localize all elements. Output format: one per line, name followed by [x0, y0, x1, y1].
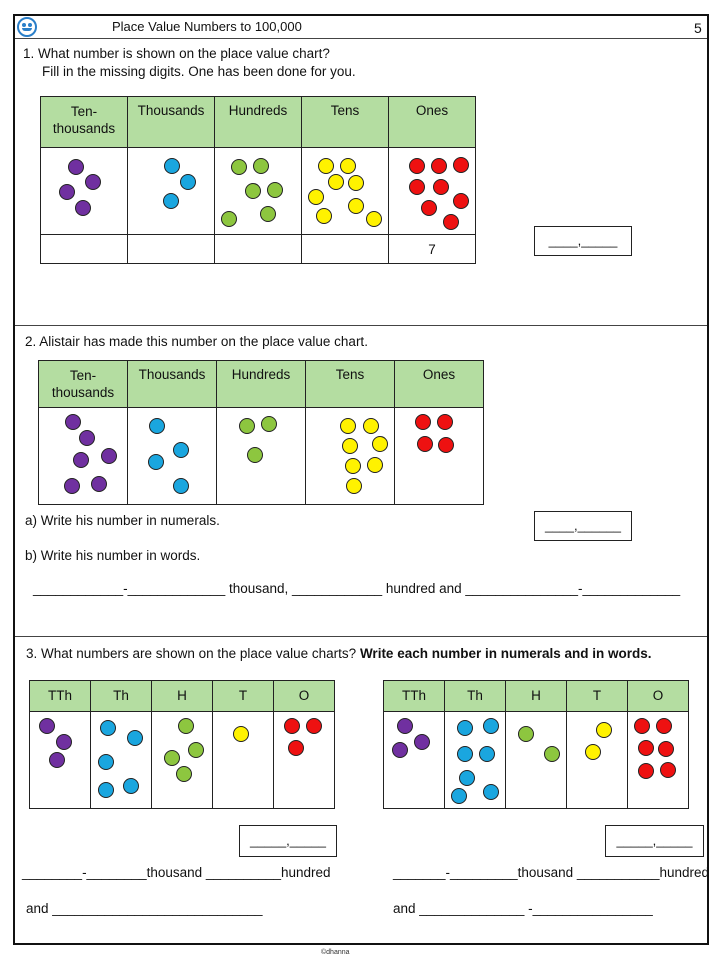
counter — [176, 766, 192, 782]
counter — [173, 478, 189, 494]
counter — [656, 718, 672, 734]
counter — [585, 744, 601, 760]
counter — [178, 718, 194, 734]
q2-place-value-chart — [38, 360, 484, 505]
q1-digit-ones: 7 — [389, 235, 476, 264]
q1-col-hundreds: Hundreds — [215, 97, 302, 148]
counter — [148, 454, 164, 470]
counter — [85, 174, 101, 190]
counter — [59, 184, 75, 200]
counter — [267, 182, 283, 198]
counter — [409, 158, 425, 174]
counter — [328, 174, 344, 190]
counter — [544, 746, 560, 762]
counter — [188, 742, 204, 758]
q2-col-ones: Ones — [395, 361, 484, 408]
copyright-footer: ©dhanna — [321, 949, 350, 956]
counter — [348, 198, 364, 214]
counter — [149, 418, 165, 434]
q3r-col-tth: TTh — [384, 681, 445, 712]
counter — [346, 478, 362, 494]
q3-chart-right — [383, 680, 689, 809]
q2-prompt: 2. Alistair has made this number on the place value chart. — [25, 334, 368, 349]
counter — [65, 414, 81, 430]
counter — [414, 734, 430, 750]
counter — [415, 414, 431, 430]
q1-col-ten-thousands: Ten- thousands — [41, 97, 128, 148]
counter — [253, 158, 269, 174]
smiley-icon — [17, 17, 37, 37]
counter — [73, 452, 89, 468]
counter — [173, 442, 189, 458]
section-divider-2 — [15, 636, 707, 637]
counter — [316, 208, 332, 224]
q2-col-hundreds: Hundreds — [217, 361, 306, 408]
counter — [638, 740, 654, 756]
counter — [457, 720, 473, 736]
q1-prompt: 1. What number is shown on the place value chart? — [23, 46, 330, 61]
counter — [49, 752, 65, 768]
counter — [409, 179, 425, 195]
counter — [284, 718, 300, 734]
q3l-col-tth: TTh — [30, 681, 91, 712]
counter — [231, 159, 247, 175]
counter — [221, 211, 237, 227]
counter — [39, 718, 55, 734]
q3l-col-h: H — [152, 681, 213, 712]
counter — [453, 157, 469, 173]
q3l-col-o: O — [274, 681, 335, 712]
counter — [247, 447, 263, 463]
q3r-col-t: T — [567, 681, 628, 712]
counter — [98, 782, 114, 798]
q2-col-ten-thousands: Ten- thousands — [39, 361, 128, 408]
counter — [56, 734, 72, 750]
counter — [340, 158, 356, 174]
q3r-col-th: Th — [445, 681, 506, 712]
counter — [100, 720, 116, 736]
counter — [397, 718, 413, 734]
page-number: 5 — [694, 20, 702, 36]
counter — [451, 788, 467, 804]
q1-col-tens: Tens — [302, 97, 389, 148]
q3r-col-h: H — [506, 681, 567, 712]
q2-answer-box[interactable]: ____,______ — [534, 511, 632, 541]
q3-right-words-line1[interactable]: _______-_________thousand ___________hundred — [393, 865, 710, 880]
counter — [367, 457, 383, 473]
counter — [438, 437, 454, 453]
q1-place-value-chart — [40, 96, 476, 264]
counter — [483, 784, 499, 800]
counter — [417, 436, 433, 452]
counter — [453, 193, 469, 209]
header-divider — [15, 38, 707, 39]
counter — [348, 175, 364, 191]
counter — [660, 762, 676, 778]
counter — [260, 206, 276, 222]
counter — [91, 476, 107, 492]
q3l-col-th: Th — [91, 681, 152, 712]
q1-digit-tens[interactable] — [302, 235, 389, 264]
q3-prompt — [26, 646, 652, 661]
q2-part-b: b) Write his number in words. — [25, 548, 201, 563]
counter — [392, 742, 408, 758]
counter — [518, 726, 534, 742]
counter — [363, 418, 379, 434]
q1-col-thousands: Thousands — [128, 97, 215, 148]
counter — [638, 763, 654, 779]
q1-digit-ten-thousands[interactable] — [41, 235, 128, 264]
q1-instruction: Fill in the missing digits. One has been done for you. — [42, 64, 356, 79]
q3l-col-t: T — [213, 681, 274, 712]
counter — [431, 158, 447, 174]
q3-chart-left — [29, 680, 335, 809]
counter — [345, 458, 361, 474]
q3-prompt-text: 3. What numbers are shown on the place value charts? — [26, 646, 360, 661]
q3-right-answer-box[interactable]: _____,_____ — [605, 825, 704, 857]
q3r-col-o: O — [628, 681, 689, 712]
counter — [421, 200, 437, 216]
counter — [483, 718, 499, 734]
counter — [261, 416, 277, 432]
counter — [634, 718, 650, 734]
counter — [79, 430, 95, 446]
counter — [372, 436, 388, 452]
counter — [596, 722, 612, 738]
counter — [318, 158, 334, 174]
counter — [127, 730, 143, 746]
counter — [98, 754, 114, 770]
q2-words-line[interactable]: ____________-_____________ thousand, ____________ hundred and _______________-_____________ — [33, 581, 681, 596]
page-title: Place Value Numbers to 100,000 — [112, 19, 302, 34]
counter — [457, 746, 473, 762]
counter — [658, 741, 674, 757]
q3-prompt-bold: Write each number in numerals and in words. — [359, 646, 652, 661]
q1-digit-thousands[interactable] — [128, 235, 215, 264]
q1-digit-hundreds[interactable] — [215, 235, 302, 264]
q2-part-a: a) Write his number in numerals. — [25, 513, 220, 528]
counter — [479, 746, 495, 762]
counter — [64, 478, 80, 494]
counter — [164, 750, 180, 766]
q2-col-tens: Tens — [306, 361, 395, 408]
q2-col-thousands: Thousands — [128, 361, 217, 408]
q3-left-answer-box[interactable]: _____,_____ — [239, 825, 337, 857]
counter — [164, 158, 180, 174]
counter — [443, 214, 459, 230]
counter — [101, 448, 117, 464]
counter — [433, 179, 449, 195]
q3-left-words-line1[interactable]: ________-________thousand __________hundred — [22, 865, 331, 880]
counter — [306, 718, 322, 734]
counter — [123, 778, 139, 794]
section-divider-1 — [15, 325, 707, 326]
q1-col-ones: Ones — [389, 97, 476, 148]
counter — [233, 726, 249, 742]
counter — [68, 159, 84, 175]
counter — [437, 414, 453, 430]
counter — [308, 189, 324, 205]
counter — [340, 418, 356, 434]
counter — [245, 183, 261, 199]
counter — [163, 193, 179, 209]
counter — [288, 740, 304, 756]
counter — [459, 770, 475, 786]
q1-answer-box[interactable]: ____,_____ — [534, 226, 632, 256]
counter — [180, 174, 196, 190]
counter — [342, 438, 358, 454]
counter — [366, 211, 382, 227]
q3-left-words-line2[interactable]: and ____________________________ — [26, 901, 263, 916]
counter — [239, 418, 255, 434]
counter — [75, 200, 91, 216]
q3-right-words-line2[interactable]: and ______________ -________________ — [393, 901, 653, 916]
